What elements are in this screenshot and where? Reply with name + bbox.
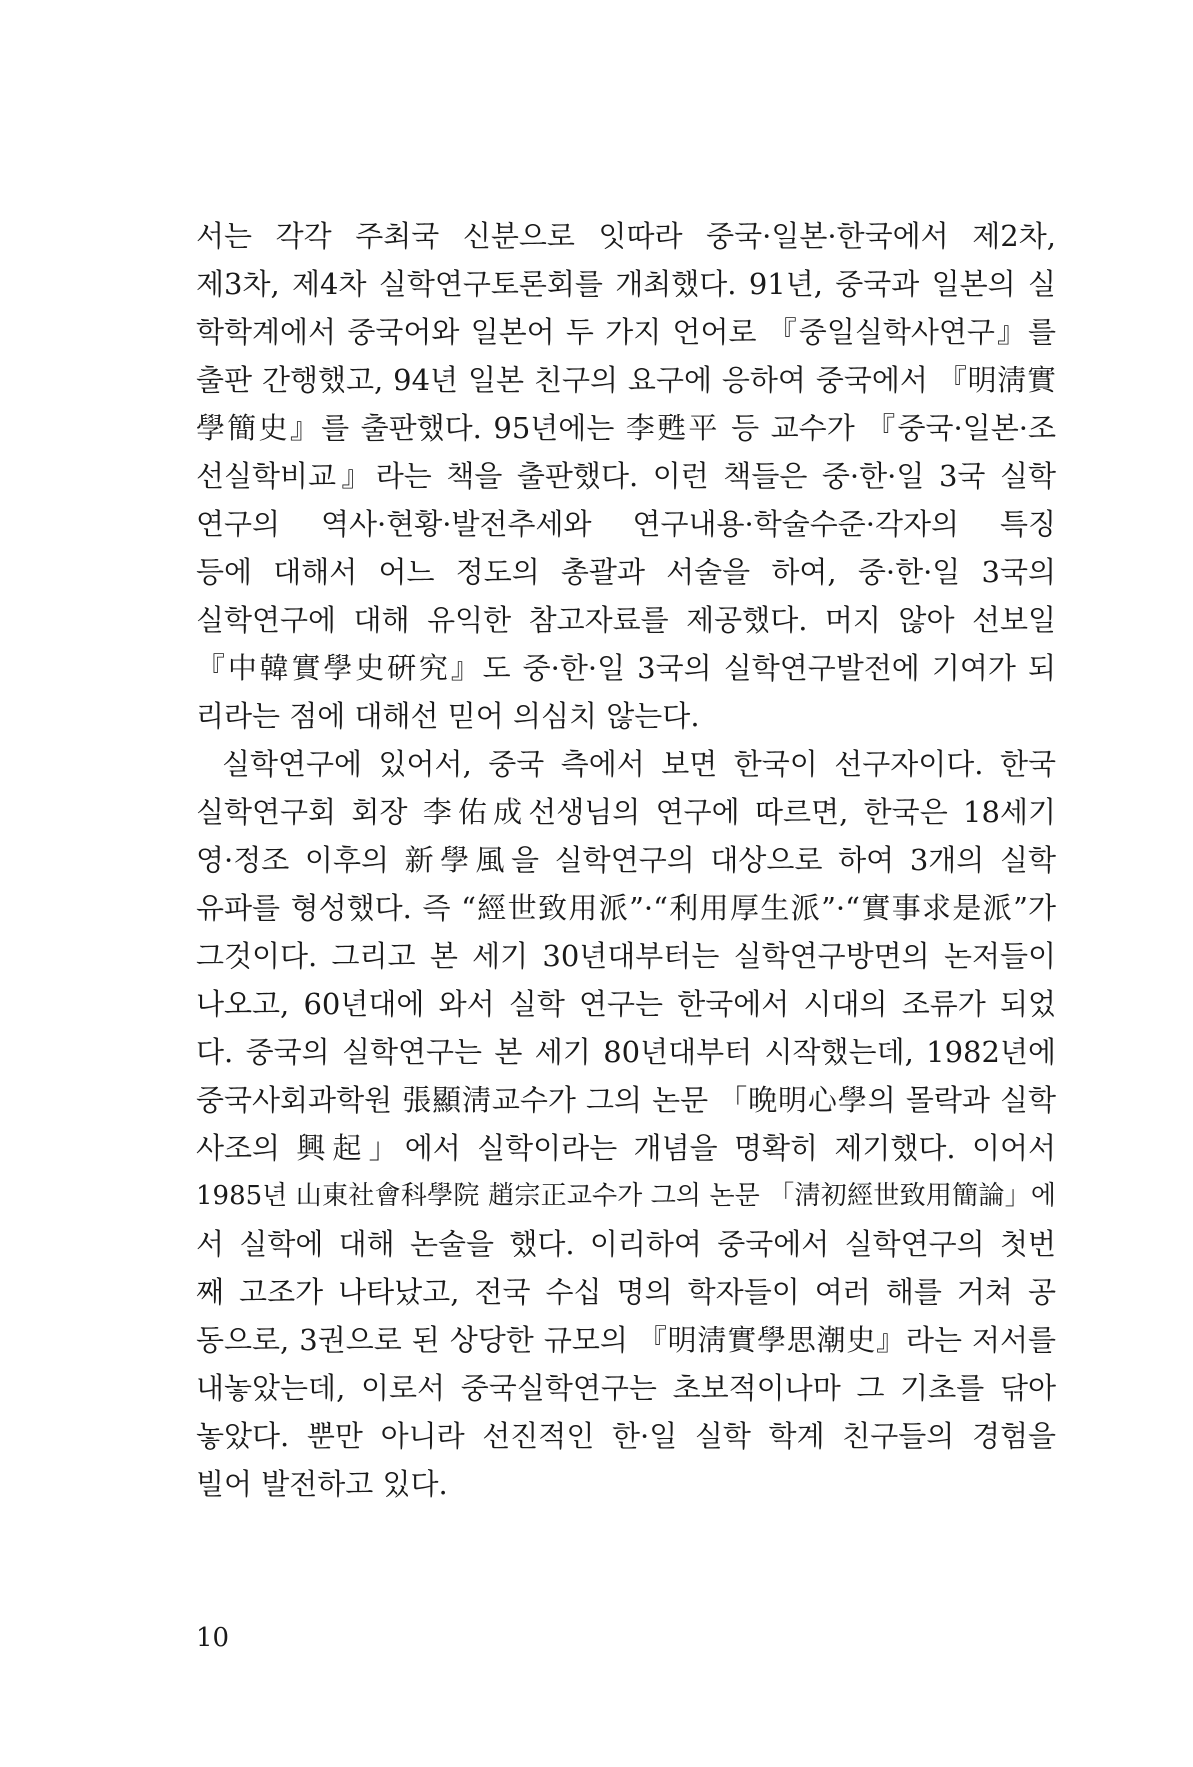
text-line: 나오고, 60년대에 와서 실학 연구는 한국에서 시대의 조류가 되었 — [196, 987, 1056, 1021]
text-line: 1985년 山東社會科學院 趙宗正교수가 그의 논문 「淸初經世致用簡論」에 — [196, 1181, 1056, 1211]
text-line: 째 고조가 나타났고, 전국 수십 명의 학자들이 여러 해를 거쳐 공 — [196, 1275, 1056, 1309]
text-line: 실학연구회 회장 李佑成선생님의 연구에 따르면, 한국은 18세기 — [196, 795, 1056, 829]
text-line: 내놓았는데, 이로서 중국실학연구는 초보적이나마 그 기초를 닦아 — [196, 1371, 1056, 1405]
text-line: 유파를 형성했다. 즉 “經世致用派”·“利用厚生派”·“實事求是派”가 — [196, 891, 1056, 925]
text-line: 다. 중국의 실학연구는 본 세기 80년대부터 시작했는데, 1982년에 — [196, 1035, 1056, 1069]
text-line: 學簡史』를 출판했다. 95년에는 李甦平 등 교수가 『중국·일본·조 — [196, 411, 1056, 445]
text-line: 등에 대해서 어느 정도의 총괄과 서술을 하여, 중·한·일 3국의 — [196, 555, 1056, 589]
text-line: 영·정조 이후의 新學風을 실학연구의 대상으로 하여 3개의 실학 — [196, 843, 1056, 877]
text-line: 학학계에서 중국어와 일본어 두 가지 언어로 『중일실학사연구』를 — [196, 315, 1056, 349]
text-line: 서 실학에 대해 논술을 했다. 이리하여 중국에서 실학연구의 첫번 — [196, 1227, 1056, 1261]
text-line: 서는 각각 주최국 신분으로 잇따라 중국·일본·한국에서 제2차, — [196, 219, 1056, 253]
text-line: 선실학비교』라는 책을 출판했다. 이런 책들은 중·한·일 3국 실학 — [196, 459, 1056, 493]
text-line: 리라는 점에 대해선 믿어 의심치 않는다. — [196, 699, 700, 733]
text-line: 실학연구에 대해 유익한 참고자료를 제공했다. 머지 않아 선보일 — [196, 603, 1056, 637]
text-line: 사조의 興起」에서 실학이라는 개념을 명확히 제기했다. 이어서 — [196, 1131, 1056, 1165]
text-line: 놓았다. 뿐만 아니라 선진적인 한·일 실학 학계 친구들의 경험을 — [196, 1419, 1056, 1453]
text-line: 빌어 발전하고 있다. — [196, 1467, 448, 1501]
text-line: 실학연구에 있어서, 중국 측에서 보면 한국이 선구자이다. 한국 — [222, 747, 1056, 781]
text-line: 그것이다. 그리고 본 세기 30년대부터는 실학연구방면의 논저들이 — [196, 939, 1056, 973]
text-line: 제3차, 제4차 실학연구토론회를 개최했다. 91년, 중국과 일본의 실 — [196, 267, 1056, 301]
text-line: 연구의 역사·현황·발전추세와 연구내용·학술수준·각자의 특징 — [196, 507, 1056, 541]
text-line: 출판 간행했고, 94년 일본 친구의 요구에 응하여 중국에서 『明淸實 — [196, 363, 1056, 397]
paragraph-1 — [196, 212, 1056, 740]
text-line: 『中韓實學史硏究』도 중·한·일 3국의 실학연구발전에 기여가 되 — [196, 651, 1056, 685]
paragraph-2 — [196, 740, 1056, 1508]
page-number: 10 — [196, 1623, 230, 1653]
body-text — [196, 212, 1056, 1508]
text-line: 동으로, 3권으로 된 상당한 규모의 『明淸實學思潮史』라는 저서를 — [196, 1323, 1056, 1357]
text-line: 중국사회과학원 張顯淸교수가 그의 논문 「晩明心學의 몰락과 실학 — [196, 1083, 1056, 1117]
